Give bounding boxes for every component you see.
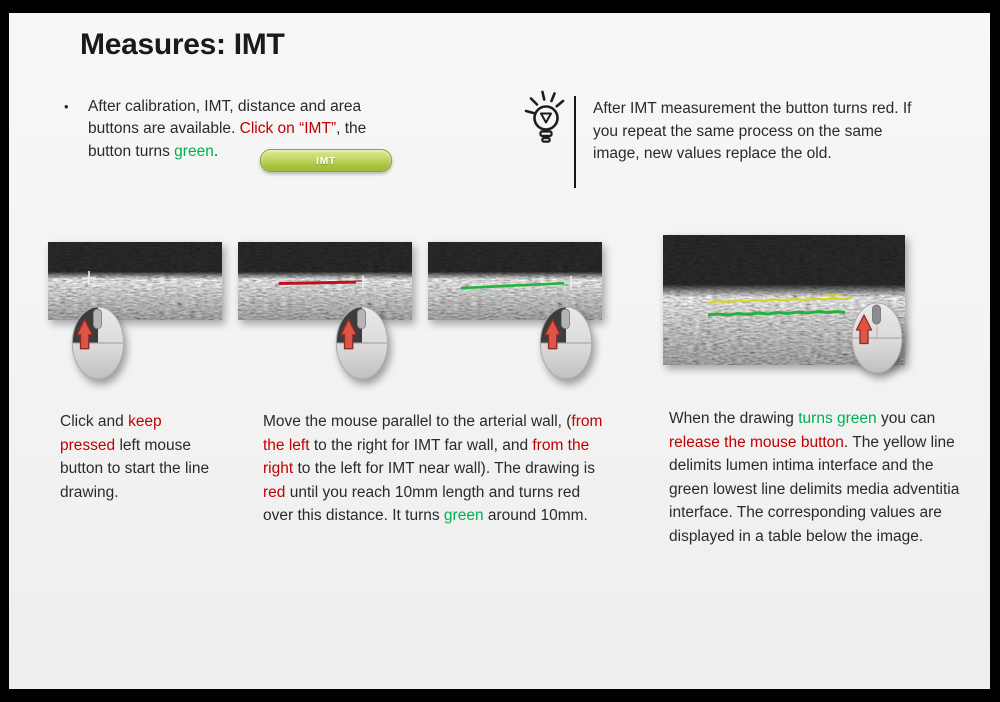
imt-button[interactable] — [260, 149, 392, 172]
imt-button-label: IMT — [316, 154, 336, 167]
mouse-button-released-icon — [848, 302, 906, 374]
red-measurement-line — [280, 282, 361, 284]
caption-result: When the drawing turns green you can release the mouse button. The yellow line delimits lumen intima interface and the green lowest line delimits media adventitia interface. The corresponding values are displayed in a table below the image. — [669, 410, 960, 545]
scroll-wheel — [93, 309, 101, 329]
tip-text: After IMT measurement the button turns red. If you repeat the same process on the same image, new values replace the old. — [593, 100, 912, 163]
slide — [9, 13, 990, 689]
mouse-left-button-pressed-icon — [69, 306, 127, 380]
page-title: Measures: IMT — [80, 28, 285, 61]
tip-divider — [574, 96, 576, 188]
intro-text: After calibration, IMT, distance and area buttons are available. Click on “IMT”, the button turns green. — [88, 98, 367, 160]
bullet-dot: • — [64, 99, 69, 114]
lightbulb-icon — [521, 89, 571, 147]
caption-step2: Move the mouse parallel to the arterial wall, (from the left to the right for IMT far wall, and from the right to the left for IMT near wall). The drawing is red until you reach 10mm length and turns red over this distance. It turns green around 10mm. — [263, 413, 603, 524]
mouse-left-button-pressed-icon — [537, 306, 595, 380]
scroll-wheel — [561, 309, 569, 329]
mouse-left-button-pressed-icon — [333, 306, 391, 380]
yellow-line-fragment — [823, 294, 841, 295]
scroll-wheel — [357, 309, 365, 329]
caption-step1: Click and keep pressed left mouse button to start the line drawing. — [60, 413, 210, 501]
scroll-wheel — [873, 305, 881, 324]
